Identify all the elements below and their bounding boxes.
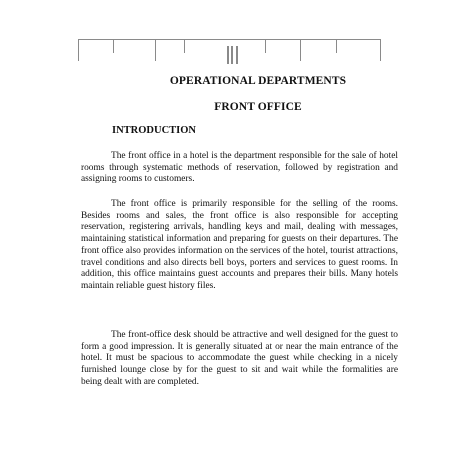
document-title: OPERATIONAL DEPARTMENTS (169, 75, 347, 87)
section-heading: INTRODUCTION (112, 125, 197, 136)
document-subtitle: FRONT OFFICE (214, 101, 302, 113)
paragraph-3: The front-office desk should be attractive and well designed for the guest to form a good impression. It is generally situated at or near the main entrance of the hotel. It must be spacious to accommodate the guest while checking in a nicely furnished lounge close by for the guest to sit and wait while the formalities are being dealt with are completed. (81, 330, 398, 387)
paragraph-2: The front office is primarily responsible for the selling of the rooms. Besides rooms and sales, the front office is also responsible for accepting reservation, registering arrivals, handling keys and mail, dealing with messages, maintaining statistical information and preparing for guests on their departures. The front office also provides information on the services of the hotel, tourist attractions, travel conditions and also directs bell boys, porters and services to guest rooms. In addition, this office maintains guest accounts and prepares their bills. Many hotels maintain reliable guest history files. (81, 199, 398, 291)
paragraph-1: The front office in a hotel is the department responsible for the sale of hotel rooms through systematic methods of reservation, followed by registration and assigning rooms to customers. (81, 151, 398, 185)
